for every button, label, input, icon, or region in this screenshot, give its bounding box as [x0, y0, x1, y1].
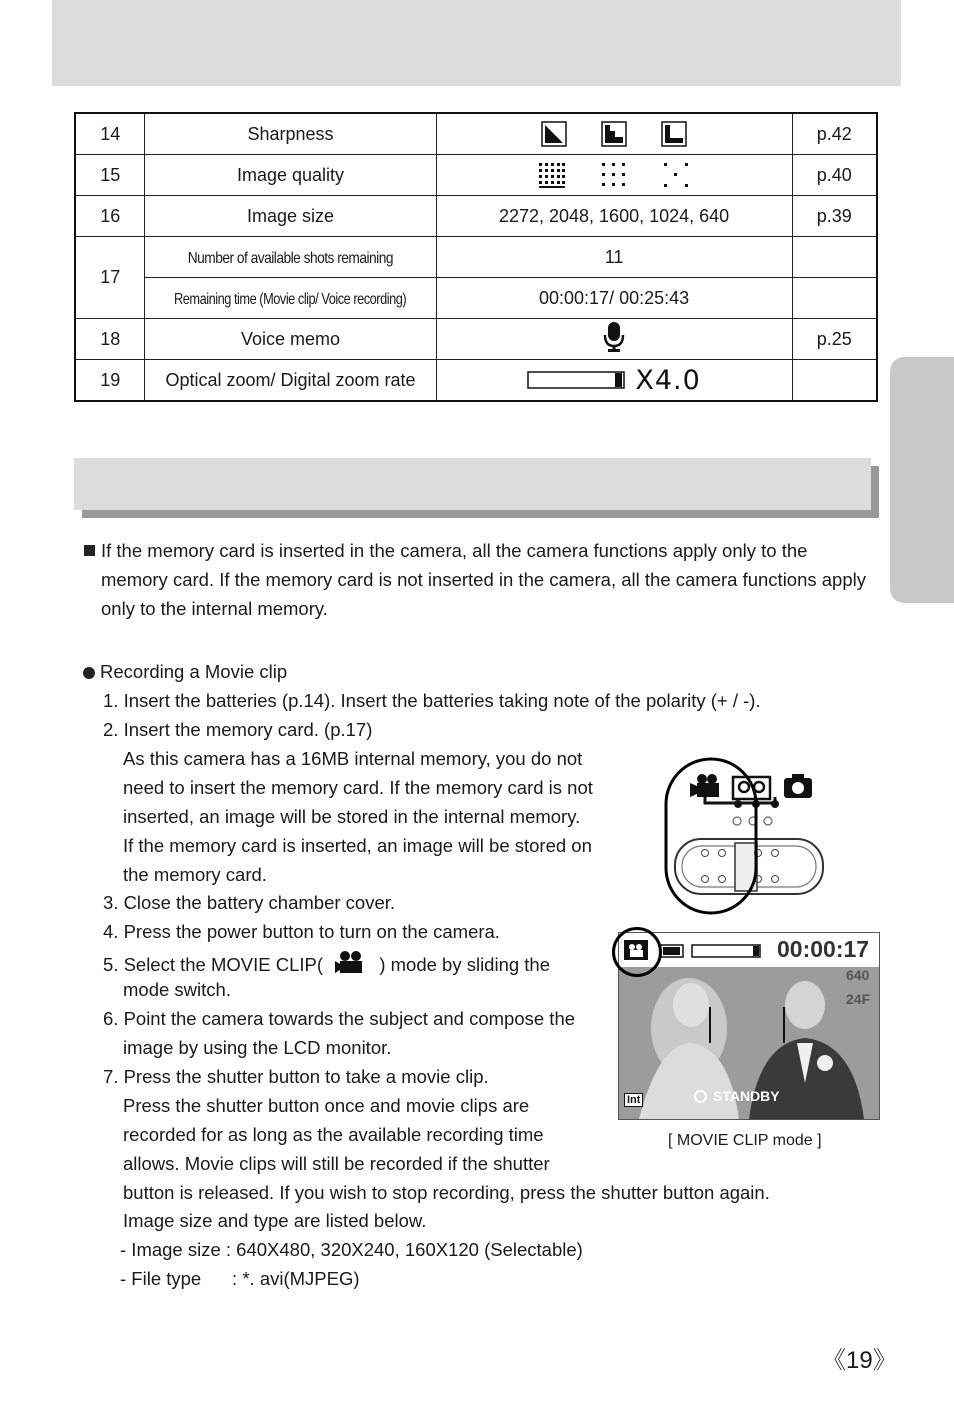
row-page: p.25: [792, 319, 877, 360]
step-7-detail: button is released. If you wish to stop recording, press the shutter button again.: [123, 1182, 770, 1203]
quality-fine-icon: [600, 161, 628, 189]
row-item-text: Remaining time (Movie clip/ Voice recording): [174, 290, 407, 308]
microphone-cell: [436, 319, 792, 360]
voice-mode-icon: [733, 777, 770, 799]
page-number: 《19》: [822, 1347, 897, 1374]
battery-icon: [659, 944, 685, 958]
step-5: [103, 950, 550, 976]
row-value: 11: [436, 237, 792, 278]
row-page: [792, 237, 877, 278]
standby-text: STANDBY: [713, 1088, 780, 1104]
step-5-detail: mode switch.: [123, 979, 231, 1000]
step-2: 2. Insert the memory card. (p.17): [103, 719, 373, 740]
step-7: 7. Press the shutter button to take a movie clip.: [103, 1066, 489, 1087]
table-row: [75, 319, 877, 360]
table-row: [75, 155, 877, 196]
image-quality-icons: [436, 155, 792, 196]
sharpness-icons: [436, 113, 792, 155]
memory-note-line3: only to the internal memory.: [101, 598, 328, 619]
row-page: p.40: [792, 155, 877, 196]
step-1: 1. Insert the batteries (p.14). Insert the batteries taking note of the polarity (+ / -).: [103, 690, 761, 711]
photo-mode-icon: [784, 774, 812, 798]
row-number: 15: [75, 155, 145, 196]
figure-caption: [ MOVIE CLIP mode ]: [668, 1132, 822, 1149]
zoom-cell: [436, 360, 792, 402]
lcd-zoom-bar-icon: [691, 944, 761, 958]
movie-camera-icon: [334, 950, 368, 976]
step-2-detail: the memory card.: [123, 864, 267, 885]
mode-switch-illustration: [660, 757, 830, 917]
row-item: Voice memo: [145, 319, 436, 360]
table-row: [75, 196, 877, 237]
quality-superfine-icon: [538, 161, 566, 189]
table-row: [75, 237, 877, 278]
focus-frame: [709, 1007, 785, 1043]
movie-heading-text: Recording a Movie clip: [100, 661, 288, 682]
microphone-icon: [603, 321, 625, 353]
step-5-text: ) mode by sliding the: [379, 954, 551, 975]
section-header-bar: [74, 458, 871, 510]
row-number: 17: [75, 237, 145, 319]
step-2-detail: As this camera has a 16MB internal memory, you do not: [123, 748, 583, 769]
memory-note-line2: memory card. If the memory card is not inserted in the camera, all the camera functions apply: [101, 569, 866, 590]
indicator-table: [74, 112, 878, 402]
standby-indicator: [694, 1088, 780, 1104]
row-item: Optical zoom/ Digital zoom rate: [145, 360, 436, 402]
memory-note-line1: [84, 540, 807, 562]
step-2-detail: need to insert the memory card. If the memory card is not: [123, 777, 593, 798]
lcd-fps: 24F: [846, 991, 871, 1007]
row-item: [145, 237, 436, 278]
row-page: [792, 360, 877, 402]
step-6: 6. Point the camera towards the subject and compose the: [103, 1008, 576, 1029]
round-bullet-icon: [83, 667, 95, 679]
memory-indicator: Int: [624, 1093, 643, 1107]
step-4: 4. Press the power button to turn on the camera.: [103, 921, 500, 942]
quality-normal-icon: [662, 161, 690, 189]
row-item: Image quality: [145, 155, 436, 196]
row-page: [792, 278, 877, 319]
row-item-text: Number of available shots remaining: [187, 249, 394, 267]
image-size-spec: - Image size : 640X480, 320X240, 160X120 (Selectable): [120, 1239, 583, 1260]
row-number: 14: [75, 113, 145, 155]
step-5-text: 5. Select the MOVIE CLIP(: [103, 954, 324, 975]
step-6-detail: image by using the LCD monitor.: [123, 1037, 392, 1058]
row-number: 18: [75, 319, 145, 360]
row-item: Image size: [145, 196, 436, 237]
sharpness-soft-icon: [541, 121, 567, 147]
sharpness-normal-icon: [661, 121, 687, 147]
file-type-spec: - File type : *. avi(MJPEG): [120, 1268, 360, 1289]
movie-mode-icon: [690, 774, 719, 797]
record-circle-icon: [694, 1090, 707, 1103]
zoom-bar-icon: [527, 370, 625, 390]
lcd-size: 640: [846, 967, 870, 983]
side-tab: [890, 357, 954, 603]
lcd-time: 00:00:17: [777, 936, 870, 962]
step-7-detail: recorded for as long as the available recording time: [123, 1124, 544, 1145]
sharpness-sharp-icon: [601, 121, 627, 147]
memory-note-text: If the memory card is inserted in the camera, all the camera functions apply only to the: [101, 540, 808, 561]
step-3: 3. Close the battery chamber cover.: [103, 892, 396, 913]
row-value: 2272, 2048, 1600, 1024, 640: [436, 196, 792, 237]
table-row: [75, 360, 877, 402]
row-item: Sharpness: [145, 113, 436, 155]
row-page: p.42: [792, 113, 877, 155]
table-row: [75, 113, 877, 155]
row-number: 16: [75, 196, 145, 237]
row-number: 19: [75, 360, 145, 402]
step-2-detail: If the memory card is inserted, an image will be stored on: [123, 835, 592, 856]
step-7-detail: Image size and type are listed below.: [123, 1210, 427, 1231]
lcd-highlight-circle: [612, 927, 662, 977]
row-page: p.39: [792, 196, 877, 237]
table-row: [75, 278, 877, 319]
header-band: [52, 0, 901, 86]
step-7-detail: Press the shutter button once and movie clips are: [123, 1095, 530, 1116]
square-bullet-icon: [84, 545, 95, 556]
step-2-detail: inserted, an image will be stored in the internal memory.: [123, 806, 581, 827]
movie-heading: [83, 661, 287, 683]
row-item: [145, 278, 436, 319]
step-7-detail: allows. Movie clips will still be recorded if the shutter: [123, 1153, 550, 1174]
row-value: 00:00:17/ 00:25:43: [436, 278, 792, 319]
zoom-rate: X4.0: [635, 364, 701, 396]
